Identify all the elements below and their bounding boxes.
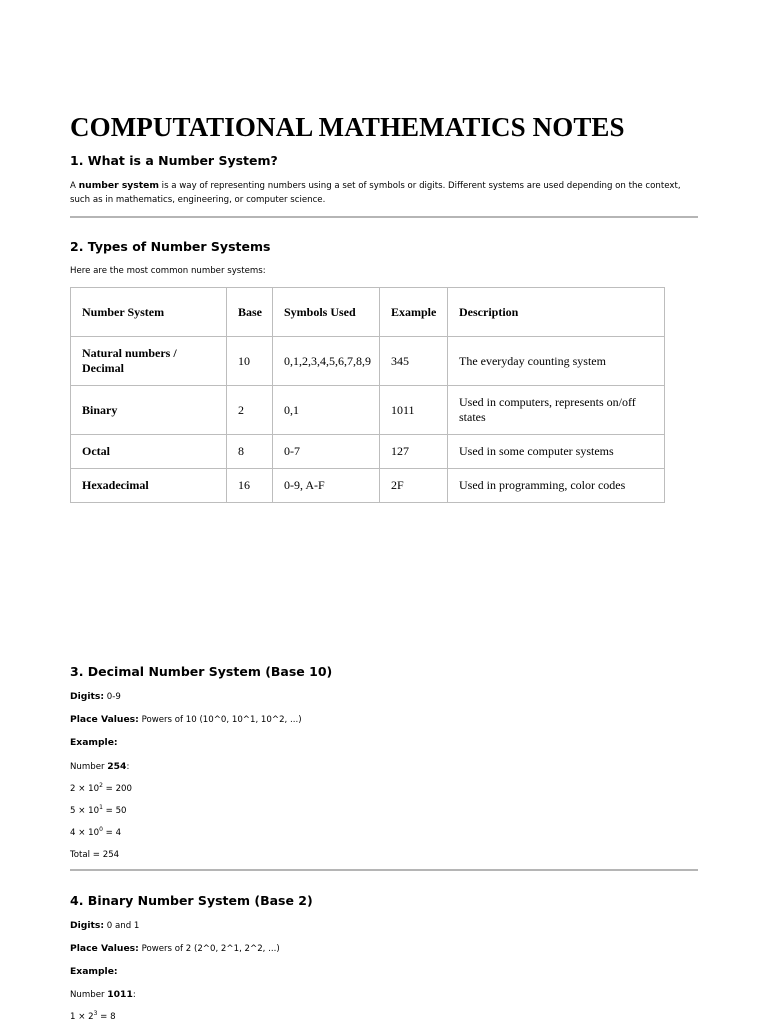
calc-step-text: 2 × 10 bbox=[70, 784, 100, 794]
number-suffix: : bbox=[126, 762, 130, 772]
digits-label: Digits: bbox=[70, 920, 105, 931]
calc-step-result: = 200 bbox=[102, 784, 132, 794]
calc-step bbox=[70, 782, 132, 796]
calc-step bbox=[70, 826, 121, 840]
section2-intro: Here are the most common number systems: bbox=[70, 266, 266, 276]
table-row bbox=[71, 469, 665, 503]
example-label: Example: bbox=[70, 966, 118, 977]
section1-text-rest: is a way of representing numbers using a set of symbols or digits. Different systems are used depending on the context, such as in mathematics, engineering, or computer science. bbox=[70, 181, 681, 205]
table-cell: Natural numbers / Decimal bbox=[71, 337, 227, 386]
calc-step bbox=[70, 1010, 116, 1024]
table-header-cell: Description bbox=[448, 288, 665, 337]
table-cell: 1011 bbox=[380, 386, 448, 435]
table-cell: 0-9, A-F bbox=[273, 469, 380, 503]
table-cell: Binary bbox=[71, 386, 227, 435]
number-prefix: Number bbox=[70, 762, 108, 772]
table-cell: 0-7 bbox=[273, 435, 380, 469]
table-header-cell: Example bbox=[380, 288, 448, 337]
section4-place-values bbox=[70, 942, 280, 956]
section4-digits bbox=[70, 919, 139, 933]
table-cell: Hexadecimal bbox=[71, 469, 227, 503]
section3-digits bbox=[70, 690, 121, 704]
section3-heading: 3. Decimal Number System (Base 10) bbox=[70, 664, 333, 679]
section2-heading: 2. Types of Number Systems bbox=[70, 239, 271, 254]
number-systems-table bbox=[70, 287, 665, 503]
section3-example-label bbox=[70, 736, 118, 750]
table-row bbox=[71, 337, 665, 386]
section1-heading: 1. What is a Number System? bbox=[70, 153, 278, 168]
place-values-value: Powers of 2 (2^0, 2^1, 2^2, ...) bbox=[138, 944, 280, 954]
section4-heading: 4. Binary Number System (Base 2) bbox=[70, 893, 313, 908]
section3-place-values bbox=[70, 713, 302, 727]
table-cell: 127 bbox=[380, 435, 448, 469]
section1-bold-term: number system bbox=[78, 180, 159, 191]
digits-value: 0 and 1 bbox=[104, 921, 140, 931]
section4-number bbox=[70, 988, 136, 1002]
table-cell: 10 bbox=[227, 337, 273, 386]
table-cell: Used in computers, represents on/off states bbox=[448, 386, 665, 435]
section1-text-a: A bbox=[70, 181, 79, 191]
table-cell: 16 bbox=[227, 469, 273, 503]
section4-example-label bbox=[70, 965, 118, 979]
calc-total: Total = 254 bbox=[70, 850, 120, 860]
digits-label: Digits: bbox=[70, 691, 105, 702]
place-values-label: Place Values: bbox=[70, 943, 139, 954]
divider bbox=[70, 869, 698, 871]
table-header-cell: Base bbox=[227, 288, 273, 337]
table-cell: 0,1,2,3,4,5,6,7,8,9 bbox=[273, 337, 380, 386]
place-values-value: Powers of 10 (10^0, 10^1, 10^2, ...) bbox=[138, 715, 302, 725]
table-header-cell: Number System bbox=[71, 288, 227, 337]
calc-step-exponent: 1 bbox=[99, 804, 103, 812]
number-suffix: : bbox=[132, 990, 136, 1000]
calc-step-result: = 50 bbox=[102, 806, 127, 816]
document-title: COMPUTATIONAL MATHEMATICS NOTES bbox=[70, 112, 625, 142]
calc-step-text: 5 × 10 bbox=[70, 806, 100, 816]
calc-step-text: 4 × 10 bbox=[70, 828, 100, 838]
calc-step-exponent: 3 bbox=[93, 1010, 98, 1018]
divider bbox=[70, 216, 698, 218]
section1-paragraph bbox=[70, 179, 698, 207]
number-value: 254 bbox=[107, 761, 127, 772]
calc-step-exponent: 0 bbox=[99, 826, 103, 834]
number-prefix: Number bbox=[70, 990, 108, 1000]
table-cell: Octal bbox=[71, 435, 227, 469]
table-row bbox=[71, 435, 665, 469]
table-cell: Used in some computer systems bbox=[448, 435, 665, 469]
calc-step-result: = 4 bbox=[102, 828, 122, 838]
table-cell: The everyday counting system bbox=[448, 337, 665, 386]
number-value: 1011 bbox=[107, 989, 133, 1000]
calc-step bbox=[70, 804, 127, 818]
table-cell: Used in programming, color codes bbox=[448, 469, 665, 503]
table-header-cell: Symbols Used bbox=[273, 288, 380, 337]
calc-step-text: 1 × 2 bbox=[70, 1012, 94, 1022]
example-label: Example: bbox=[70, 737, 118, 748]
table-header-row bbox=[71, 288, 665, 337]
calc-step-result: = 8 bbox=[97, 1012, 116, 1022]
table-cell: 2F bbox=[380, 469, 448, 503]
section3-number bbox=[70, 760, 129, 774]
digits-value: 0-9 bbox=[104, 692, 121, 702]
table-cell: 8 bbox=[227, 435, 273, 469]
table-row bbox=[71, 386, 665, 435]
table-cell: 0,1 bbox=[273, 386, 380, 435]
calc-step-exponent: 2 bbox=[99, 782, 103, 790]
table-cell: 2 bbox=[227, 386, 273, 435]
table-cell: 345 bbox=[380, 337, 448, 386]
place-values-label: Place Values: bbox=[70, 714, 139, 725]
